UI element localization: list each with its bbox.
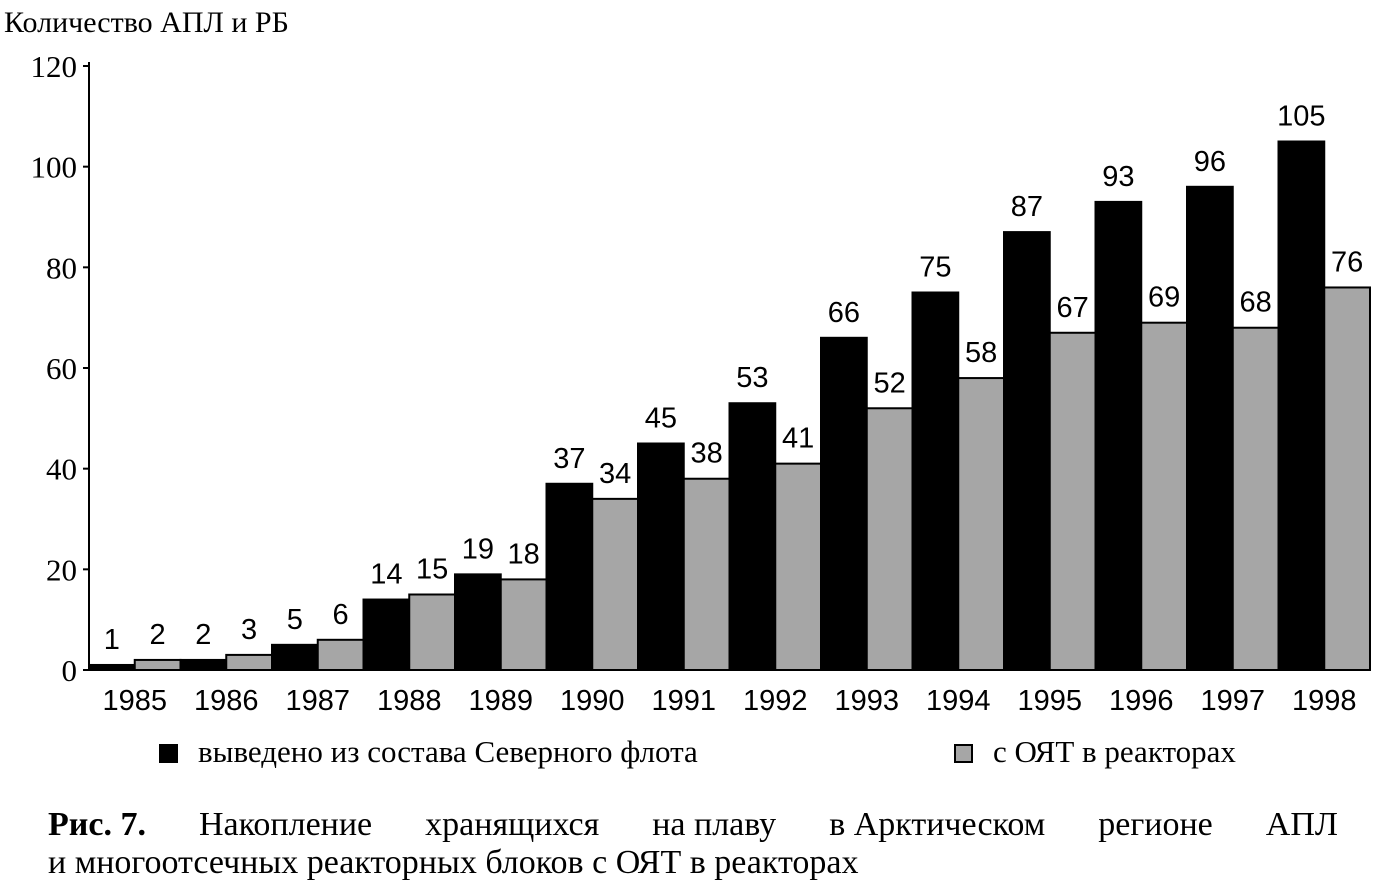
caption-line-1	[48, 806, 1338, 844]
caption-word: на плаву	[652, 806, 777, 843]
bar	[1233, 328, 1279, 670]
bar	[958, 378, 1004, 670]
data-label: 41	[781, 422, 815, 455]
data-label: 3	[241, 613, 258, 646]
legend-label: с ОЯТ в реакторах	[993, 734, 1236, 769]
bar	[272, 645, 318, 670]
bar	[181, 660, 227, 670]
legend-label: выведено из состава Северного флота	[198, 734, 698, 769]
bar	[730, 403, 776, 670]
bar	[684, 479, 730, 670]
x-tick-label: 1985	[102, 685, 168, 717]
bar	[318, 640, 364, 670]
x-tick-label: 1993	[834, 685, 900, 717]
bar	[1187, 187, 1233, 670]
y-tick-label: 100	[30, 149, 77, 185]
data-label: 18	[507, 538, 540, 571]
caption-word: хранящихся	[425, 806, 600, 843]
caption-word: регионе	[1098, 806, 1213, 843]
y-tick-label: 80	[46, 250, 77, 286]
data-label: 87	[1010, 191, 1044, 224]
legend-swatch	[955, 745, 972, 762]
data-label: 68	[1239, 286, 1272, 319]
y-tick-label: 120	[30, 49, 77, 84]
bar	[1050, 333, 1096, 670]
x-tick-label: 1998	[1291, 685, 1357, 717]
bar	[364, 600, 410, 670]
data-label: 67	[1056, 291, 1089, 324]
data-label: 105	[1277, 100, 1326, 133]
data-label: 2	[149, 618, 166, 651]
bar	[226, 655, 272, 670]
bars	[89, 101, 1370, 671]
y-tick-label: 0	[61, 653, 77, 688]
caption-word: АПЛ	[1265, 806, 1338, 843]
data-label: 52	[873, 367, 906, 400]
caption-line-2: и многоотсечных реакторных блоков с ОЯТ в реакторах	[48, 844, 859, 881]
data-label: 34	[598, 457, 632, 490]
data-label: 37	[553, 442, 586, 475]
data-label: 96	[1193, 145, 1227, 178]
bar	[1324, 287, 1370, 670]
bar	[135, 660, 181, 670]
data-label: 38	[690, 437, 723, 470]
data-label: 5	[286, 603, 303, 636]
x-tick-label: 1990	[559, 685, 625, 717]
y-tick-label: 40	[46, 451, 77, 487]
data-label: 14	[370, 558, 403, 591]
caption-label: Рис. 7.	[48, 806, 146, 843]
y-axis	[31, 49, 90, 688]
data-label: 93	[1102, 160, 1135, 193]
bar	[1004, 232, 1050, 670]
data-label: 58	[964, 337, 998, 370]
x-tick-label: 1989	[468, 685, 534, 717]
legend-swatch	[160, 745, 177, 762]
x-tick-label: 1987	[285, 685, 351, 717]
bar	[867, 408, 913, 670]
y-axis-label: Количество АПЛ и РБ	[4, 6, 289, 39]
bar	[1141, 323, 1187, 670]
bar	[638, 444, 684, 671]
data-label: 66	[827, 296, 861, 329]
bar	[547, 484, 593, 670]
x-tick-label: 1992	[742, 685, 808, 717]
x-tick-label: 1988	[376, 685, 442, 717]
x-tick-label: 1997	[1200, 685, 1266, 717]
data-label: 1	[103, 623, 120, 656]
data-label: 69	[1147, 281, 1181, 314]
bar	[501, 579, 547, 670]
data-label: 15	[415, 553, 449, 586]
figure-caption	[48, 806, 1338, 882]
data-label: 19	[461, 533, 495, 566]
x-tick-label: 1996	[1108, 685, 1174, 717]
y-tick-label: 20	[46, 552, 77, 588]
bar	[592, 499, 638, 670]
bar	[1096, 202, 1142, 670]
data-label: 53	[736, 362, 769, 395]
data-label: 76	[1330, 246, 1364, 279]
x-tick-label: 1995	[1017, 685, 1083, 717]
bar	[455, 574, 501, 670]
data-label: 75	[919, 251, 952, 284]
caption-word: в Арктическом	[829, 806, 1046, 843]
bar	[821, 338, 867, 670]
legend	[160, 734, 1236, 769]
x-axis	[89, 670, 1370, 717]
data-label: 6	[332, 598, 349, 631]
y-tick-label: 60	[46, 351, 77, 386]
caption-word: Накопление	[198, 806, 373, 843]
x-tick-label: 1994	[925, 685, 991, 717]
bar	[1279, 142, 1325, 671]
bar	[409, 595, 455, 671]
x-tick-label: 1986	[193, 685, 259, 717]
data-label: 45	[644, 402, 678, 435]
x-tick-label: 1991	[651, 685, 717, 717]
bar	[775, 464, 821, 670]
bar	[913, 293, 959, 671]
data-label: 2	[195, 618, 212, 651]
